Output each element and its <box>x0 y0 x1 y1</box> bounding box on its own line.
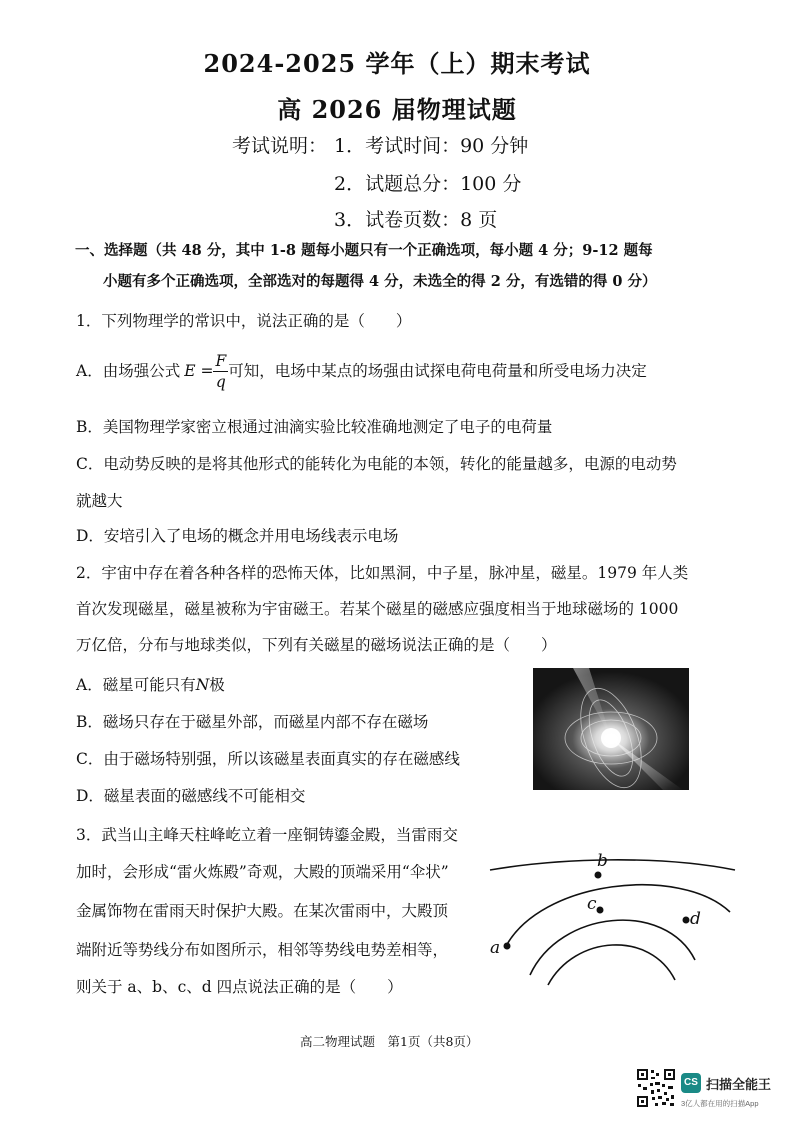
section-heading-cont: 小题有多个正确选项，全部选对的每题得 4 分，未选全的得 2 分，有选错的得 0 分） <box>103 273 657 290</box>
question-2-stem: 2．宇宙中存在着各种各样的恐怖天体，比如黑洞，中子星，脉冲星，磁星。1979 年人类 <box>76 564 689 582</box>
point-a-label: a <box>490 938 501 958</box>
question-1-option-a <box>76 346 647 396</box>
point-d-marker <box>683 917 690 924</box>
question-3-stem: 3．武当山主峰天柱峰屹立着一座铜铸鎏金殿，当雷雨交 <box>76 826 458 844</box>
option-a-prefix: A．磁星可能只有 <box>76 676 196 694</box>
question-2-option-d: D．磁星表面的磁感线不可能相交 <box>76 787 306 805</box>
point-d-label: d <box>690 909 701 929</box>
question-1-option-b: B．美国物理学家密立根通过油滴实验比较准确地测定了电子的电荷量 <box>76 418 553 436</box>
question-3-stem-cont: 加时，会形成“雷火炼殿”奇观，大殿的顶端采用“伞状” <box>76 863 449 881</box>
question-2-stem-cont: 首次发现磁星，磁星被称为宇宙磁王。若某个磁星的磁感应强度相当于地球磁场的 1000 <box>76 600 679 618</box>
equipotential-line <box>490 860 735 870</box>
question-2-option-a <box>76 676 225 695</box>
equipotential-diagram <box>480 840 740 1000</box>
question-2-option-b: B．磁场只存在于磁星外部，而磁星内部不存在磁场 <box>76 713 429 731</box>
exam-subtitle: 高 2026 届物理试题 <box>277 95 517 124</box>
question-2-stem-cont: 万亿倍，分布与地球类似，下列有关磁星的磁场说法正确的是（ ） <box>76 636 557 654</box>
formula-fraction <box>213 351 228 392</box>
point-a-marker <box>504 943 511 950</box>
question-3-stem-cont: 则关于 a、b、c、d 四点说法正确的是（ ） <box>76 978 403 996</box>
point-b-label: b <box>597 851 608 871</box>
scanner-app-name: 扫描全能王 <box>706 1077 772 1092</box>
equipotential-line <box>530 920 695 975</box>
option-a-variable: N <box>195 676 210 694</box>
scanner-tagline: 3亿人都在用的扫描App <box>681 1099 759 1108</box>
option-a-prefix: A．由场强公式 <box>76 361 181 380</box>
formula-lhs: E = <box>184 361 214 380</box>
question-3-stem-cont: 端附近等势线分布如图所示，相邻等势线电势差相等， <box>76 941 449 959</box>
page-footer: 高二物理试题 第1页（共8页） <box>300 1034 479 1049</box>
question-1-option-c: C．电动势反映的是将其他形式的能转化为电能的本领，转化的能量越多，电源的电动势 <box>76 455 677 473</box>
qr-code-icon <box>636 1068 676 1108</box>
instruction-item: 3．试卷页数：8 页 <box>334 209 498 231</box>
exam-title: 2024-2025 学年（上）期末考试 <box>203 49 591 78</box>
option-a-suffix: 可知，电场中某点的场强由试探电荷电荷量和所受电场力决定 <box>228 361 647 380</box>
magnetar-image <box>533 668 689 790</box>
point-b-marker <box>595 872 602 879</box>
formula-numerator: F <box>215 351 227 370</box>
instruction-item: 1．考试时间：90 分钟 <box>334 135 529 157</box>
instruction-item: 2．试题总分：100 分 <box>334 173 522 195</box>
question-1-stem: 1．下列物理学的常识中，说法正确的是（ ） <box>76 312 412 330</box>
point-c-marker <box>597 907 604 914</box>
question-1-option-c-cont: 就越大 <box>76 492 123 510</box>
question-2-option-c: C．由于磁场特别强，所以该磁星表面真实的存在磁感线 <box>76 750 460 768</box>
question-3-stem-cont: 金属饰物在雷雨天时保护大殿。在某次雷雨中，大殿顶 <box>76 902 449 920</box>
equipotential-line <box>548 945 675 985</box>
instructions-label: 考试说明： <box>232 135 328 157</box>
section-heading: 一、选择题（共 48 分，其中 1-8 题每小题只有一个正确选项，每小题 4 分；9-12 题每 <box>75 242 653 259</box>
question-1-option-d: D．安培引入了电场的概念并用电场线表示电场 <box>76 527 399 545</box>
option-a-suffix: 极 <box>209 676 225 694</box>
point-c-label: c <box>587 894 597 914</box>
formula-denominator: q <box>215 372 226 391</box>
camscanner-logo-icon: CS <box>681 1073 701 1093</box>
